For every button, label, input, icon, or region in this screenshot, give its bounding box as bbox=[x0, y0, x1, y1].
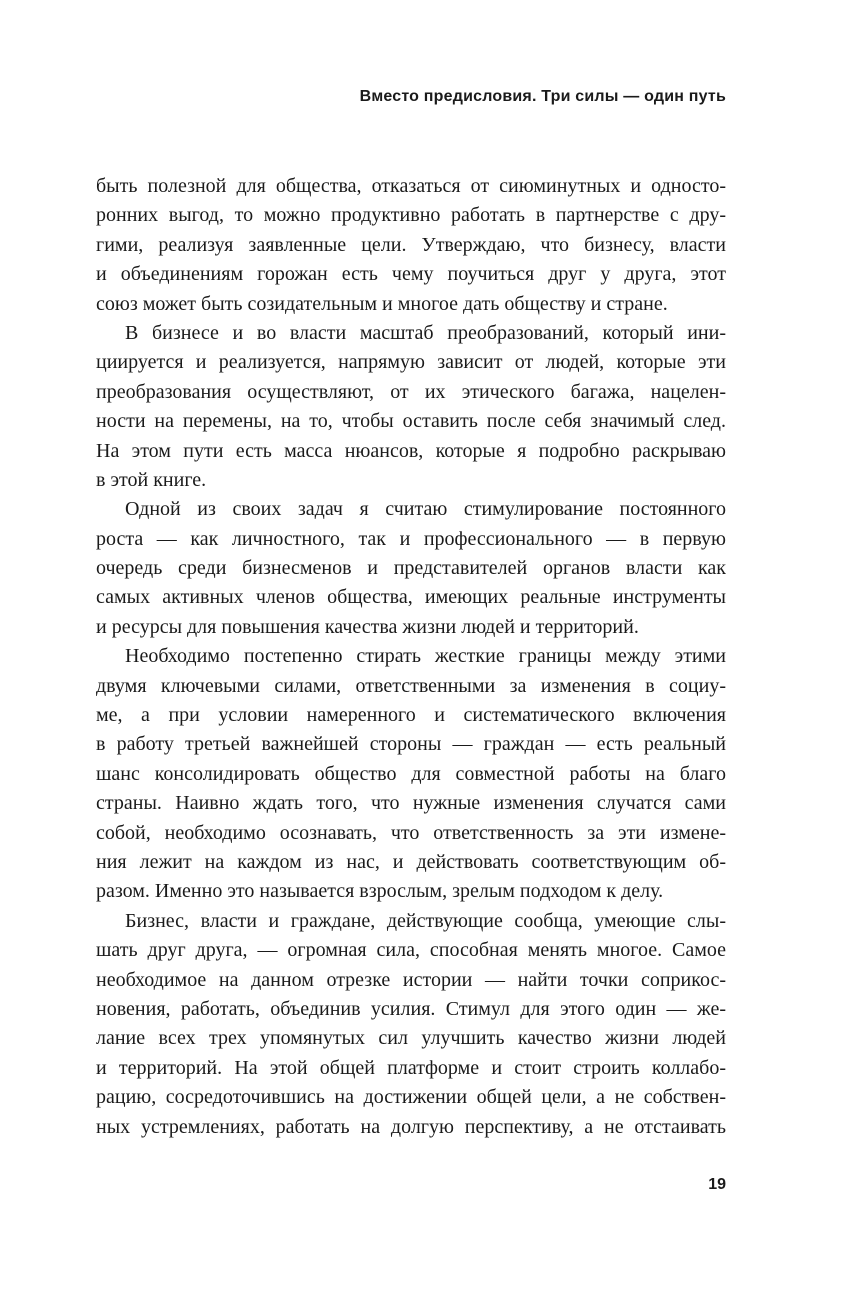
text-line: На этом пути есть масса нюансов, которые я подробно раскрываю bbox=[96, 439, 726, 462]
body-text bbox=[96, 172, 726, 1142]
text-line: ронних выгод, то можно продуктивно работать в партнерстве с дру- bbox=[96, 204, 726, 227]
text-line: роста — как личностного, так и профессионального — в первую bbox=[96, 527, 726, 550]
text-line: в этой книге. bbox=[96, 468, 207, 491]
text-line: рацию, сосредоточившись на достижении общей цели, а не собствен- bbox=[96, 1086, 726, 1109]
text-line: в работу третьей важнейшей стороны — граждан — есть реальный bbox=[96, 733, 726, 756]
text-line: разом. Именно это называется взрослым, зрелым подходом к делу. bbox=[96, 880, 664, 903]
text-line: новения, работать, объединив усилия. Стимул для этого один — же- bbox=[96, 997, 726, 1020]
text-line: шанс консолидировать общество для совместной работы на благо bbox=[96, 762, 726, 785]
text-line: лание всех трех упомянутых сил улучшить качество жизни людей bbox=[96, 1027, 726, 1050]
text-line: преобразования осуществляют, от их этического багажа, нацелен- bbox=[96, 380, 726, 403]
text-line: необходимое на данном отрезке истории — найти точки соприкос- bbox=[96, 968, 726, 991]
text-line: и ресурсы для повышения качества жизни людей и территорий. bbox=[96, 615, 639, 638]
text-line: союз может быть созидательным и многое дать обществу и стране. bbox=[96, 292, 668, 315]
text-line: собой, необходимо осознавать, что ответственность за эти измене- bbox=[96, 821, 726, 844]
text-line: и объединениям горожан есть чему поучиться друг у друга, этот bbox=[96, 263, 726, 286]
text-line: циируется и реализуется, напрямую зависит от людей, которые эти bbox=[96, 351, 726, 374]
text-line: двумя ключевыми силами, ответственными за изменения в социу- bbox=[96, 674, 726, 697]
text-line: ме, а при условии намеренного и систематического включения bbox=[96, 704, 726, 727]
text-line: и территорий. На этой общей платформе и стоит строить коллабо- bbox=[96, 1056, 726, 1079]
text-line: шать друг друга, — огромная сила, способная менять многое. Самое bbox=[96, 939, 726, 962]
text-line: Одной из своих задач я считаю стимулирование постоянного bbox=[125, 498, 726, 521]
text-line: В бизнесе и во власти масштаб преобразований, который ини- bbox=[125, 321, 726, 344]
running-header: Вместо предисловия. Три силы — один путь bbox=[359, 88, 726, 105]
text-line: быть полезной для общества, отказаться от сиюминутных и односто- bbox=[96, 175, 726, 197]
text-line: гими, реализуя заявленные цели. Утверждаю, что бизнесу, власти bbox=[96, 233, 726, 256]
text-line: страны. Наивно ждать того, что нужные изменения случатся сами bbox=[96, 792, 726, 815]
text-line: Бизнес, власти и граждане, действующие сообща, умеющие слы- bbox=[125, 909, 726, 932]
text-line: ных устремлениях, работать на долгую перспективу, а не отстаивать bbox=[96, 1115, 726, 1138]
text-line: самых активных членов общества, имеющих реальные инструменты bbox=[96, 586, 726, 609]
text-line: очередь среди бизнесменов и представителей органов власти как bbox=[96, 557, 726, 580]
text-line: ности на перемены, на то, чтобы оставить после себя значимый след. bbox=[96, 410, 726, 433]
text-line: Необходимо постепенно стирать жесткие границы между этими bbox=[125, 645, 726, 668]
text-line: ния лежит на каждом из нас, и действовать соответствующим об- bbox=[96, 850, 726, 873]
page-number: 19 bbox=[708, 1176, 726, 1193]
